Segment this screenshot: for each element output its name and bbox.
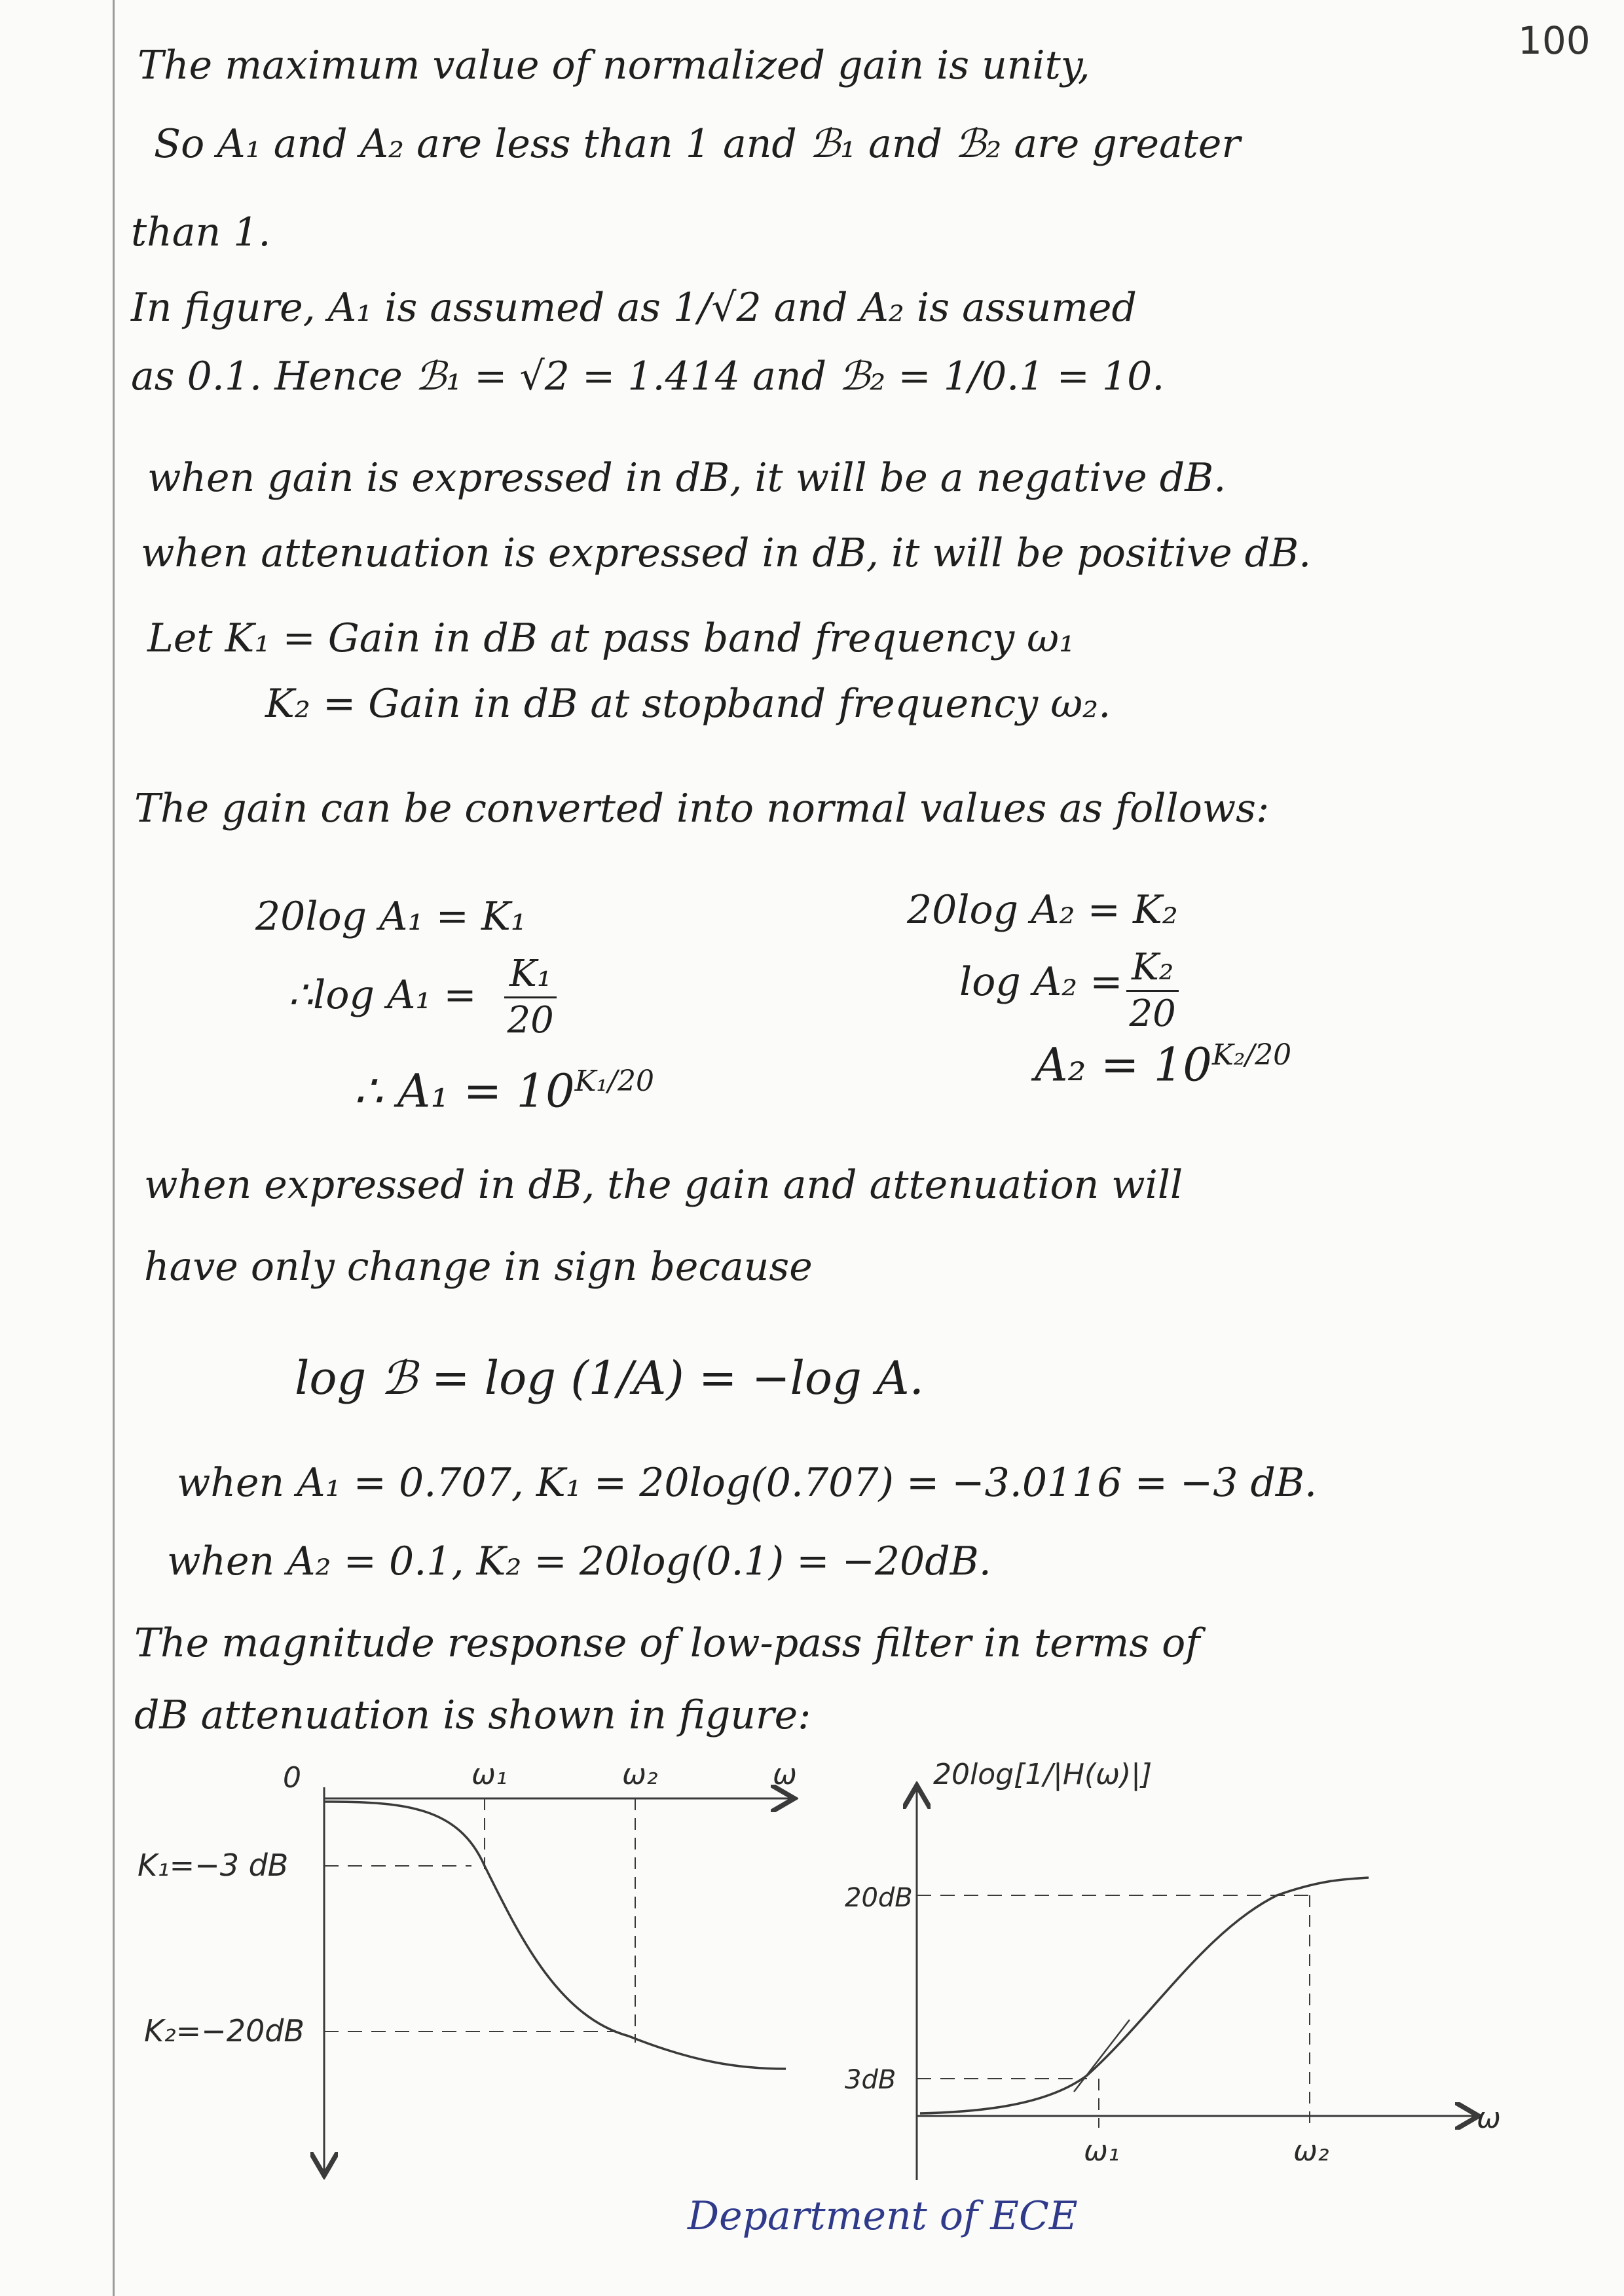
footer-department: Department of ECE bbox=[688, 2193, 1078, 2239]
equation: 20log A₂ = K₂ bbox=[907, 887, 1178, 933]
equation-base: A₂ = 10 bbox=[1035, 1038, 1212, 1092]
tangent-stroke bbox=[1074, 2020, 1130, 2092]
equation: 20log A₁ = K₁ bbox=[255, 894, 526, 939]
right-3db-label: 3dB bbox=[845, 2065, 896, 2095]
text-line: have only change in sign because bbox=[144, 1244, 813, 1290]
equation-exponent: K₂/20 bbox=[1211, 1038, 1292, 1072]
page-number: 100 bbox=[1518, 18, 1591, 63]
text-line: when attenuation is expressed in dB, it will be positive dB. bbox=[141, 530, 1312, 576]
text-line: when expressed in dB, the gain and attenuation will bbox=[144, 1162, 1183, 1208]
fraction-denominator: 20 bbox=[507, 999, 554, 1042]
left-w2-label: ω₂ bbox=[622, 1758, 658, 1791]
equation-base: ∴ A₁ = 10 bbox=[354, 1064, 575, 1118]
text-line: The maximum value of normalized gain is unity, bbox=[138, 43, 1090, 88]
text-line: than 1. bbox=[131, 210, 271, 255]
right-20db-label: 20dB bbox=[845, 1883, 913, 1913]
attenuation-curve bbox=[920, 1878, 1369, 2113]
text-line: K₂ = Gain in dB at stopband frequency ω₂. bbox=[265, 681, 1111, 727]
right-w2-label: ω₂ bbox=[1293, 2134, 1329, 2168]
text-line: In figure, A₁ is assumed as 1/√2 and A₂ is assumed bbox=[131, 285, 1137, 331]
lowpass-gain-plot bbox=[324, 1787, 792, 2174]
text-line: when gain is expressed in dB, it will be a negative dB. bbox=[147, 455, 1227, 501]
right-w-label: ω bbox=[1477, 2102, 1501, 2135]
equation: when A₁ = 0.707, K₁ = 20log(0.707) = −3.0116 = −3 dB. bbox=[177, 1460, 1318, 1506]
text-line: Let K₁ = Gain in dB at pass band frequency ω₁ bbox=[147, 615, 1075, 661]
fraction-numerator: K₁ bbox=[504, 956, 557, 998]
fraction-numerator: K₂ bbox=[1126, 949, 1179, 992]
equation: log A₂ = bbox=[959, 959, 1123, 1005]
right-w1-label: ω₁ bbox=[1084, 2134, 1120, 2168]
text-line: So A₁ and A₂ are less than 1 and ℬ₁ and ℬ₂ are greater bbox=[154, 121, 1241, 167]
equation: log ℬ = log (1/A) = −log A. bbox=[295, 1351, 924, 1405]
lowpass-attenuation-plot bbox=[917, 1787, 1477, 2180]
left-k1-label: K₁=−3 dB bbox=[138, 1848, 289, 1883]
equation: ∴log A₁ = bbox=[288, 972, 477, 1018]
equation: when A₂ = 0.1, K₂ = 20log(0.1) = −20dB. bbox=[167, 1539, 991, 1584]
lowpass-curve bbox=[324, 1802, 786, 2069]
text-line: dB attenuation is shown in figure: bbox=[134, 1692, 811, 1738]
left-origin-label: 0 bbox=[283, 1761, 301, 1795]
text-line: The gain can be converted into normal values as follows: bbox=[134, 786, 1270, 831]
text-line: The magnitude response of low-pass filter in terms of bbox=[134, 1620, 1200, 1666]
fraction-denominator: 20 bbox=[1129, 993, 1176, 1035]
text-line: as 0.1. Hence ℬ₁ = √2 = 1.414 and ℬ₂ = 1/0.1 = 10. bbox=[131, 354, 1165, 399]
right-y-axis-title: 20log[1/|H(ω)|] bbox=[933, 1758, 1153, 1791]
equation-exponent: K₁/20 bbox=[574, 1065, 654, 1098]
left-w-label: ω bbox=[773, 1758, 797, 1791]
left-k2-label: K₂=−20dB bbox=[144, 2013, 304, 2049]
left-w1-label: ω₁ bbox=[471, 1758, 507, 1791]
